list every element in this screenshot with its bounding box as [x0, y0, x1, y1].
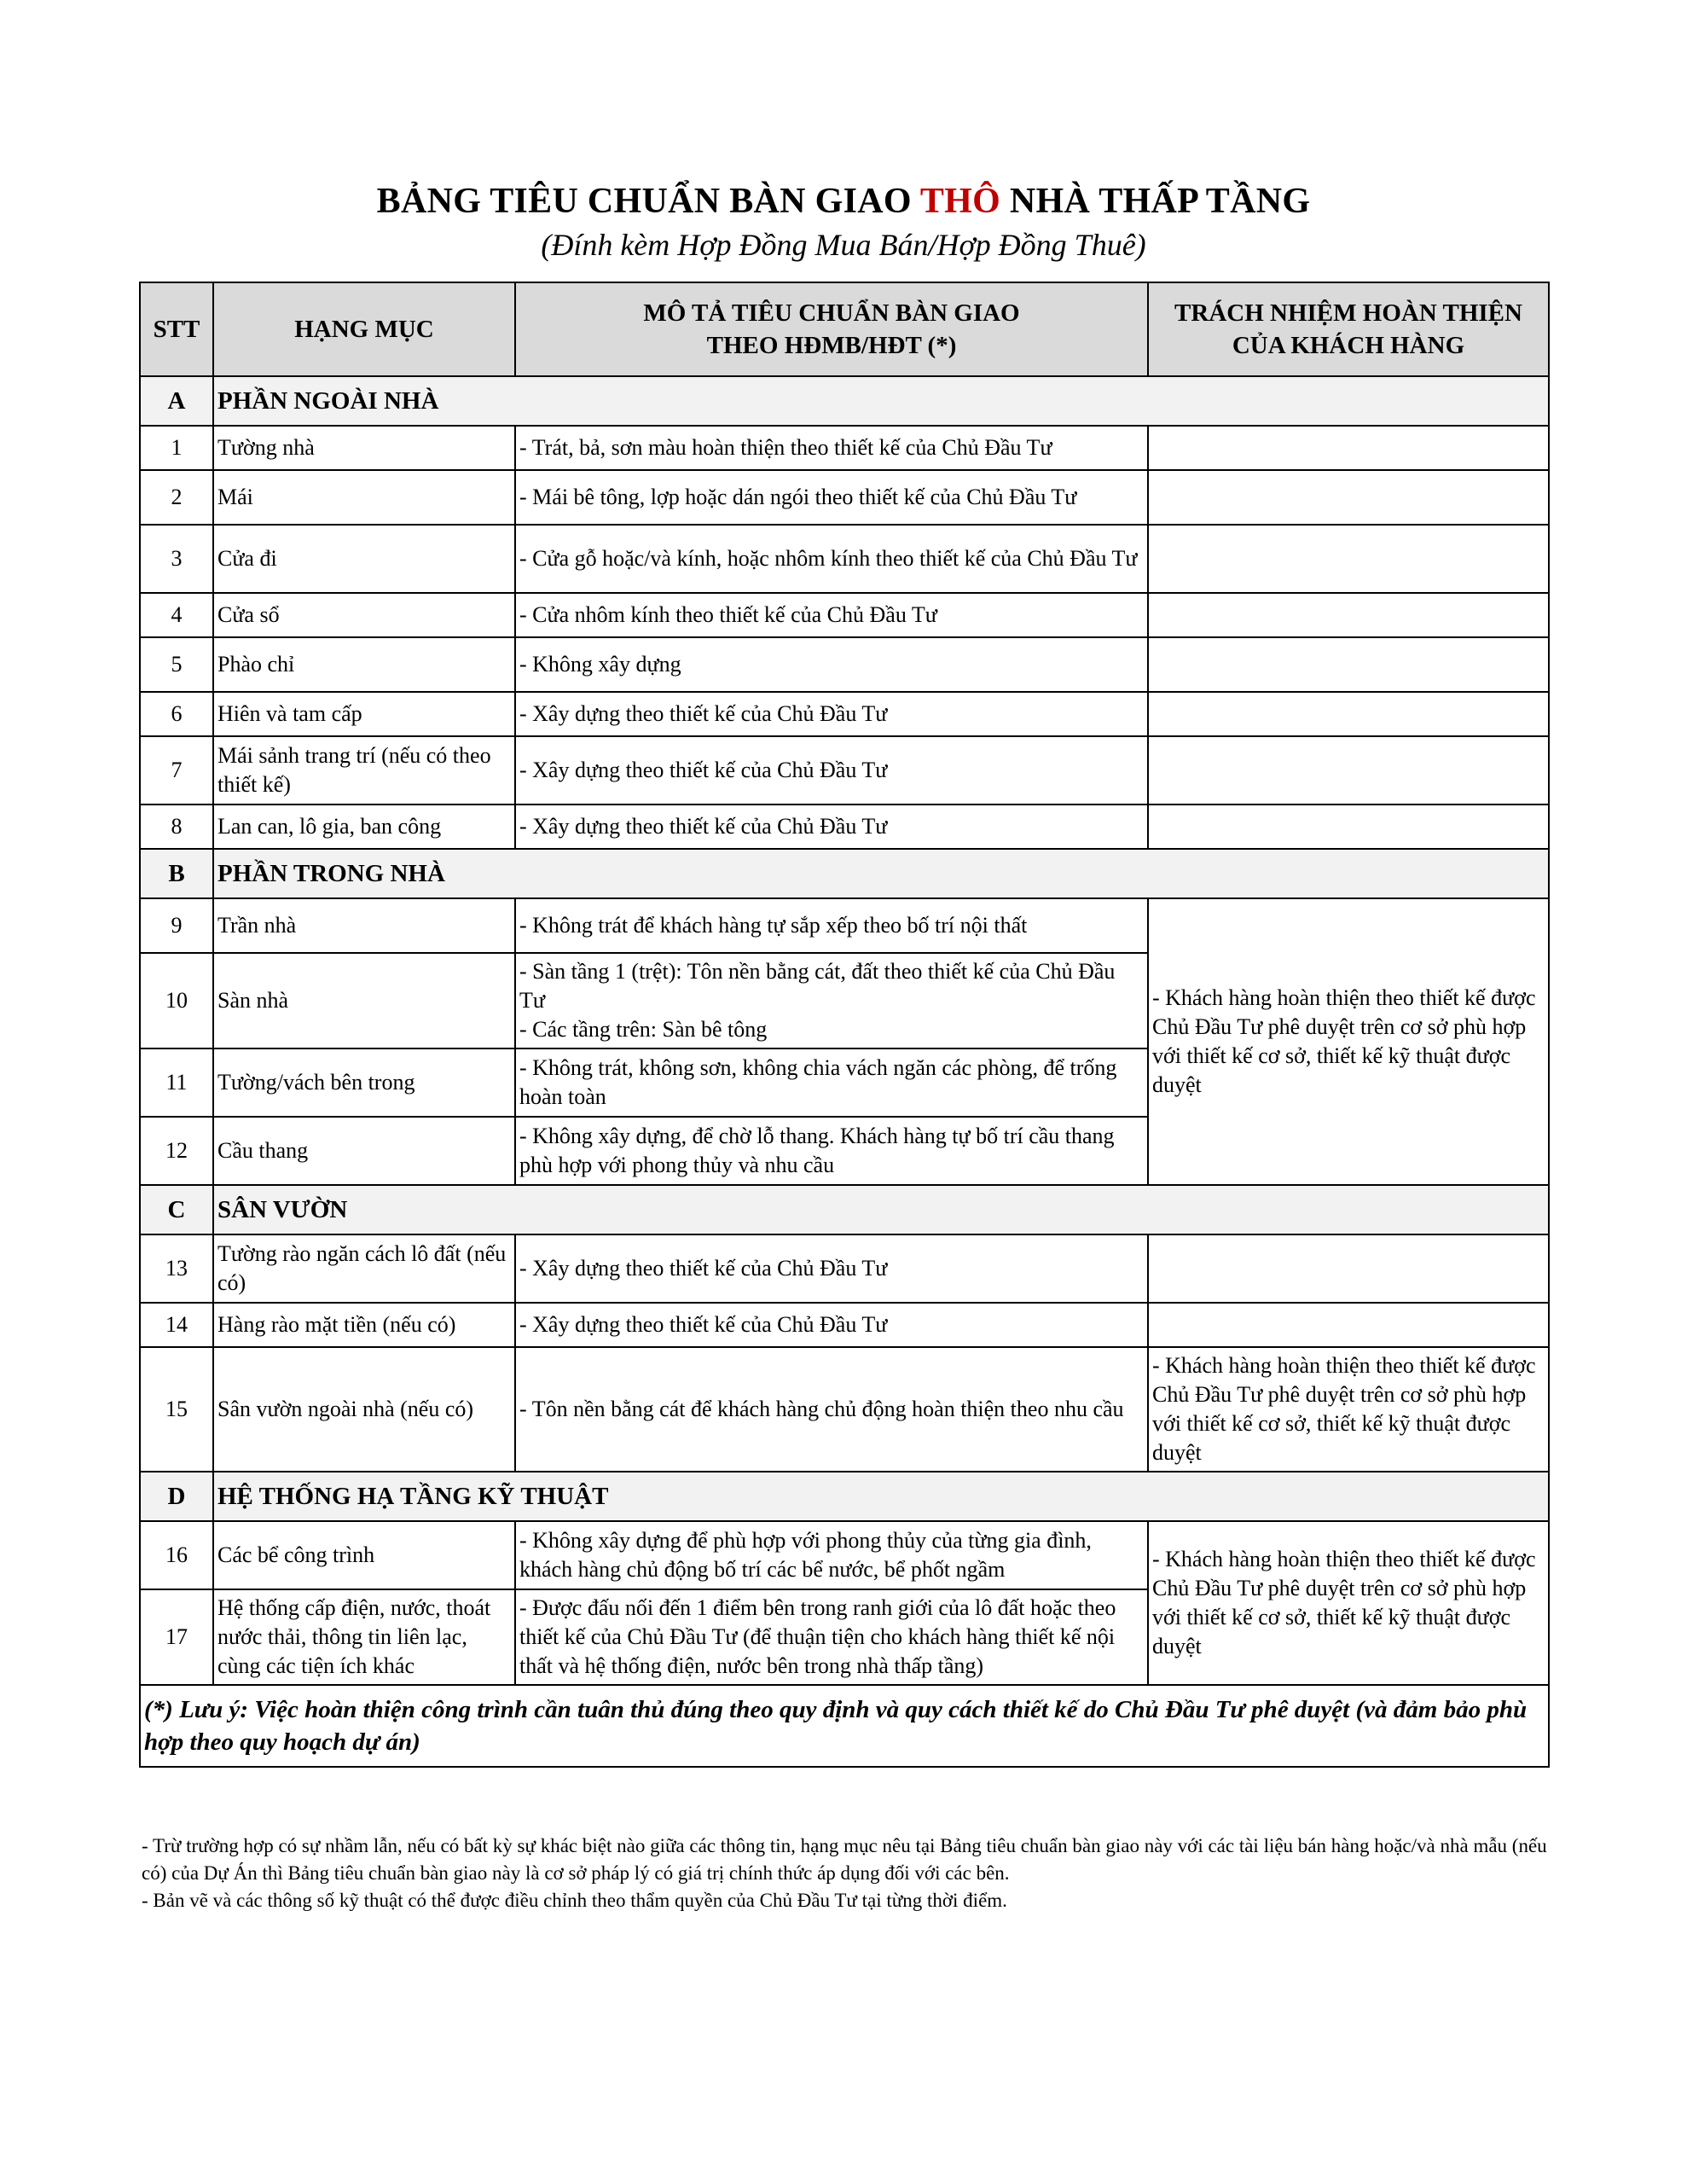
row-description: - Không trát để khách hàng tự sắp xếp theo bố trí nội thất: [515, 898, 1148, 953]
table-header-row: [140, 282, 1549, 376]
row-stt: 7: [140, 736, 213, 804]
row-stt: 4: [140, 593, 213, 637]
title-part-2: NHÀ THẤP TẦNG: [1000, 182, 1311, 221]
section-code: A: [140, 376, 213, 426]
section-row-d: [140, 1472, 1549, 1521]
section-row-b: [140, 849, 1549, 898]
row-description: - Mái bê tông, lợp hoặc dán ngói theo thiết kế của Chủ Đầu Tư: [515, 470, 1148, 525]
row-stt: 16: [140, 1521, 213, 1589]
row-description: - Trát, bả, sơn màu hoàn thiện theo thiết kế của Chủ Đầu Tư: [515, 426, 1148, 470]
row-description: - Sàn tầng 1 (trệt): Tôn nền bằng cát, đất theo thiết kế của Chủ Đầu Tư - Các tầng trên: Sàn bê tông: [515, 953, 1148, 1048]
row-responsibility: [1148, 525, 1549, 593]
row-item: Sân vườn ngoài nhà (nếu có): [213, 1347, 515, 1472]
table-row: [140, 426, 1549, 470]
row-item: Cửa sổ: [213, 593, 515, 637]
row-item: Hiên và tam cấp: [213, 692, 515, 736]
row-stt: 15: [140, 1347, 213, 1472]
title-highlight: THÔ: [919, 182, 1001, 221]
section-title: SÂN VƯỜN: [213, 1185, 1549, 1234]
row-item: Tường nhà: [213, 426, 515, 470]
row-stt: 10: [140, 953, 213, 1048]
table-row: [140, 1234, 1549, 1303]
row-stt: 8: [140, 804, 213, 849]
table-row: [140, 1347, 1549, 1472]
row-stt: 13: [140, 1234, 213, 1303]
row-stt: 17: [140, 1589, 213, 1685]
table-row: [140, 736, 1549, 804]
document-title: [0, 181, 1687, 222]
row-description: - Xây dựng theo thiết kế của Chủ Đầu Tư: [515, 736, 1148, 804]
row-stt: 11: [140, 1048, 213, 1117]
table-row: [140, 1303, 1549, 1347]
row-stt: 3: [140, 525, 213, 593]
responsibility-section-d: - Khách hàng hoàn thiện theo thiết kế được Chủ Đầu Tư phê duyệt trên cơ sở phù hợp với thiết kế cơ sở, thiết kế kỹ thuật được duyệt: [1148, 1521, 1549, 1685]
row-stt: 6: [140, 692, 213, 736]
table-row: [140, 637, 1549, 692]
table-note: (*) Lưu ý: Việc hoàn thiện công trình cần tuân thủ đúng theo quy định và quy cách thiết kế do Chủ Đầu Tư phê duyệt (và đảm bảo phù hợp theo quy hoạch dự án): [140, 1685, 1549, 1767]
header-item: HẠNG MỤC: [213, 282, 515, 376]
section-code: D: [140, 1472, 213, 1521]
row-responsibility: [1148, 804, 1549, 849]
row-description: - Không xây dựng: [515, 637, 1148, 692]
row-item: Phào chỉ: [213, 637, 515, 692]
row-stt: 9: [140, 898, 213, 953]
row-description: - Không trát, không sơn, không chia vách ngăn các phòng, để trống hoàn toàn: [515, 1048, 1148, 1117]
row-responsibility: [1148, 637, 1549, 692]
row-item: Trần nhà: [213, 898, 515, 953]
row-item: Tường rào ngăn cách lô đất (nếu có): [213, 1234, 515, 1303]
row-item: Mái: [213, 470, 515, 525]
row-description: - Xây dựng theo thiết kế của Chủ Đầu Tư: [515, 1303, 1148, 1347]
section-row-a: [140, 376, 1549, 426]
responsibility-row-15: - Khách hàng hoàn thiện theo thiết kế được Chủ Đầu Tư phê duyệt trên cơ sở phù hợp với thiết kế cơ sở, thiết kế kỹ thuật được duyệt: [1148, 1347, 1549, 1472]
header-description: MÔ TẢ TIÊU CHUẨN BÀN GIAO THEO HĐMB/HĐT (*): [515, 282, 1148, 376]
section-row-c: [140, 1185, 1549, 1234]
row-stt: 5: [140, 637, 213, 692]
header-stt: STT: [140, 282, 213, 376]
table-row: [140, 898, 1549, 953]
row-description: - Không xây dựng để phù hợp với phong thủy của từng gia đình, khách hàng chủ động bố trí các bể nước, bể phốt ngầm: [515, 1521, 1148, 1589]
handover-standards-table: [139, 282, 1550, 1768]
row-description: - Cửa nhôm kính theo thiết kế của Chủ Đầu Tư: [515, 593, 1148, 637]
row-item: Mái sảnh trang trí (nếu có theo thiết kế): [213, 736, 515, 804]
table-note-row: [140, 1685, 1549, 1767]
row-responsibility: [1148, 1303, 1549, 1347]
footer-line-1: - Trừ trường hợp có sự nhầm lẫn, nếu có bất kỳ sự khác biệt nào giữa các thông tin, hạng mục nêu tại Bảng tiêu chuẩn bàn giao này với các tài liệu bán hàng hoặc/và nhà mẫu (nếu có) của Dự Án thì Bảng tiêu chuẩn bàn giao này là cơ sở pháp lý có giá trị chính thức áp dụng đối với các bên.: [142, 1835, 1547, 1884]
section-title: PHẦN TRONG NHÀ: [213, 849, 1549, 898]
row-item: Lan can, lô gia, ban công: [213, 804, 515, 849]
footer-notes: [142, 1833, 1557, 1914]
table-row: [140, 692, 1549, 736]
row-responsibility: [1148, 736, 1549, 804]
table-row: [140, 804, 1549, 849]
row-responsibility: [1148, 692, 1549, 736]
responsibility-section-b: - Khách hàng hoàn thiện theo thiết kế được Chủ Đầu Tư phê duyệt trên cơ sở phù hợp với thiết kế cơ sở, thiết kế kỹ thuật được duyệt: [1148, 898, 1549, 1185]
row-responsibility: [1148, 593, 1549, 637]
row-item: Cửa đi: [213, 525, 515, 593]
row-description: - Xây dựng theo thiết kế của Chủ Đầu Tư: [515, 804, 1148, 849]
row-item: Tường/vách bên trong: [213, 1048, 515, 1117]
row-item: Các bể công trình: [213, 1521, 515, 1589]
row-description: - Tôn nền bằng cát để khách hàng chủ động hoàn thiện theo nhu cầu: [515, 1347, 1148, 1472]
row-responsibility: [1148, 1234, 1549, 1303]
section-title: HỆ THỐNG HẠ TẦNG KỸ THUẬT: [213, 1472, 1549, 1521]
row-item: Hàng rào mặt tiền (nếu có): [213, 1303, 515, 1347]
row-stt: 12: [140, 1117, 213, 1185]
section-code: B: [140, 849, 213, 898]
row-description: - Xây dựng theo thiết kế của Chủ Đầu Tư: [515, 1234, 1148, 1303]
row-description: - Không xây dựng, để chờ lỗ thang. Khách hàng tự bố trí cầu thang phù hợp với phong thủy và nhu cầu: [515, 1117, 1148, 1185]
row-stt: 2: [140, 470, 213, 525]
section-title: PHẦN NGOÀI NHÀ: [213, 376, 1549, 426]
row-description: - Được đấu nối đến 1 điểm bên trong ranh giới của lô đất hoặc theo thiết kế của Chủ Đầu Tư (để thuận tiện cho khách hàng thiết kế nội thất và hệ thống điện, nước bên trong nhà thấp tầng): [515, 1589, 1148, 1685]
row-description: - Xây dựng theo thiết kế của Chủ Đầu Tư: [515, 692, 1148, 736]
document-subtitle: (Đính kèm Hợp Đồng Mua Bán/Hợp Đồng Thuê): [541, 228, 1146, 262]
table-row: [140, 470, 1549, 525]
table-row: [140, 593, 1549, 637]
footer-line-2: - Bản vẽ và các thông số kỹ thuật có thể được điều chỉnh theo thẩm quyền của Chủ Đầu Tư tại từng thời điểm.: [142, 1890, 1007, 1911]
row-description: - Cửa gỗ hoặc/và kính, hoặc nhôm kính theo thiết kế của Chủ Đầu Tư: [515, 525, 1148, 593]
title-part-1: BẢNG TIÊU CHUẨN BÀN GIAO: [376, 182, 920, 221]
row-item: Cầu thang: [213, 1117, 515, 1185]
row-stt: 14: [140, 1303, 213, 1347]
row-stt: 1: [140, 426, 213, 470]
row-responsibility: [1148, 470, 1549, 525]
table-row: [140, 1521, 1549, 1589]
section-code: C: [140, 1185, 213, 1234]
row-item: Hệ thống cấp điện, nước, thoát nước thải, thông tin liên lạc, cùng các tiện ích khác: [213, 1589, 515, 1685]
header-responsibility: TRÁCH NHIỆM HOÀN THIỆN CỦA KHÁCH HÀNG: [1148, 282, 1549, 376]
row-responsibility: [1148, 426, 1549, 470]
row-item: Sàn nhà: [213, 953, 515, 1048]
table-row: [140, 525, 1549, 593]
